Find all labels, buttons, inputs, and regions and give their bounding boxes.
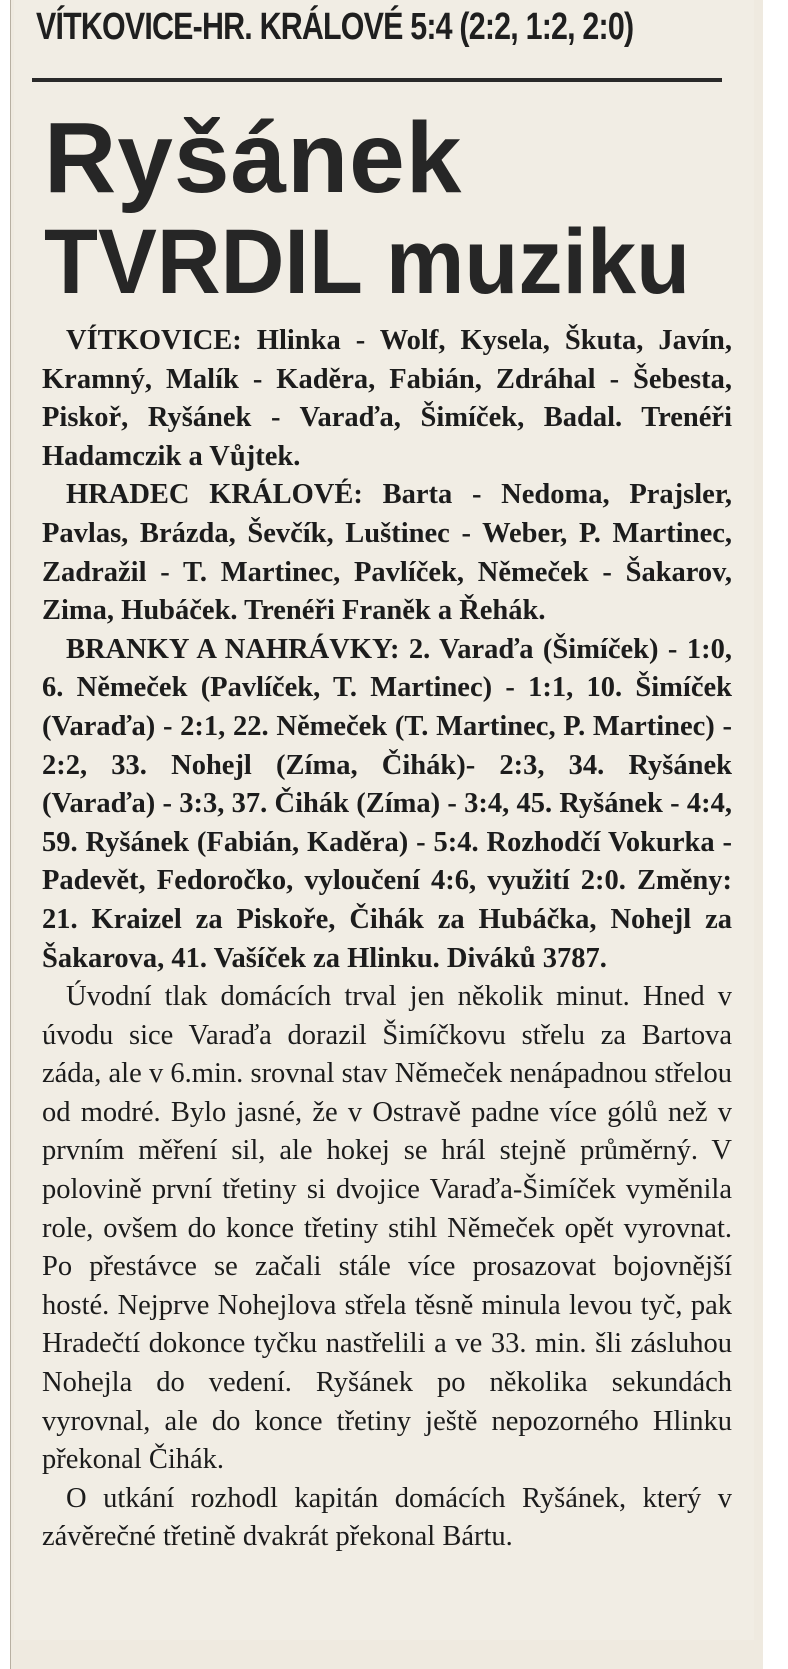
header-divider bbox=[32, 78, 722, 82]
closing-paragraph: O utkání rozhodl kapitán domácích Ryšánek, který v závěrečné třetině dvakrát překonal Bártu. bbox=[42, 1482, 732, 1553]
headline-line-1: Ryšánek bbox=[44, 102, 463, 214]
article-body bbox=[42, 322, 732, 1557]
vitkovice-lineup: VÍTKOVICE: Hlinka - Wolf, Kysela, Škuta, Javín, Kramný, Malík - Kaděra, Fabián, Zdráhal - Šebesta, Piskoř, Ryšánek - Varaďa, Šimíček, Badal. Trenéři Hadamczik a Vůjtek. bbox=[42, 325, 732, 472]
hradec-lineup: HRADEC KRÁLOVÉ: Barta - Nedoma, Prajsler, Pavlas, Brázda, Ševčík, Luštinec - Weber, P. Martinec, Zadražil - T. Martinec, Pavlíček, Němeček - Šakarov, Zima, Hubáček. Trenéři Franěk a Řehák. bbox=[42, 479, 732, 627]
match-report: Úvodní tlak domácích trval jen několik minut. Hned v úvodu sice Varaďa dorazil Šimíčkovu střelu za Bartova záda, ale v 6.min. srovnal stav Němeček nenápadnou střelou od modré. Bylo jasné, že v Ostravě padne více gólů než v prvním měření sil, ale hokej se hrál stejně průměrný. V polovině první třetiny si dvojice Varaďa-Šimíček vyměnila role, ovšem do konce třetiny stihl Němeček opět vyrovnat. Po přestávce se začali stále více prosazovat bojovnější hosté. Nejprve Nohejlova střela těsně minula levou tyč, pak Hradečtí dokonce tyčku nastřelili a ve 33. min. šli zásluhou Nohejla do vedení. Ryšánek po několika sekundách vyrovnal, ale do konce třetiny ještě nepozorného Hlinku překonal Čihák. bbox=[42, 981, 732, 1476]
newspaper-clipping bbox=[14, 0, 754, 1640]
headline-line-2: TVRDIL muziku bbox=[44, 211, 691, 313]
goals-summary: BRANKY A NAHRÁVKY: 2. Varaďa (Šimíček) - 1:0, 6. Němeček (Pavlíček, T. Martinec) - 1:1, 10. Šimíček (Varaďa) - 2:1, 22. Němeček (T. Martinec, P. Martinec) - 2:2, 33. Nohejl (Zíma, Čihák)- 2:3, 34. Ryšánek (Varaďa) - 3:3, 37. Čihák (Zíma) - 3:4, 45. Ryšánek - 4:4, 59. Ryšánek (Fabián, Kaděra) - 5:4. Rozhodčí Vokurka - Padevět, Fedoročko, vyloučení 4:6, využití 2:0. Změny: 21. Kraizel za Piskoře, Čihák za Hubáčka, Nohejl za Šakarova, 41. Vašíček za Hlinku. Diváků 3787. bbox=[42, 633, 732, 974]
match-score-header: VÍTKOVICE-HR. KRÁLOVÉ 5:4 (2:2, 1:2, 2:0) bbox=[36, 6, 634, 48]
